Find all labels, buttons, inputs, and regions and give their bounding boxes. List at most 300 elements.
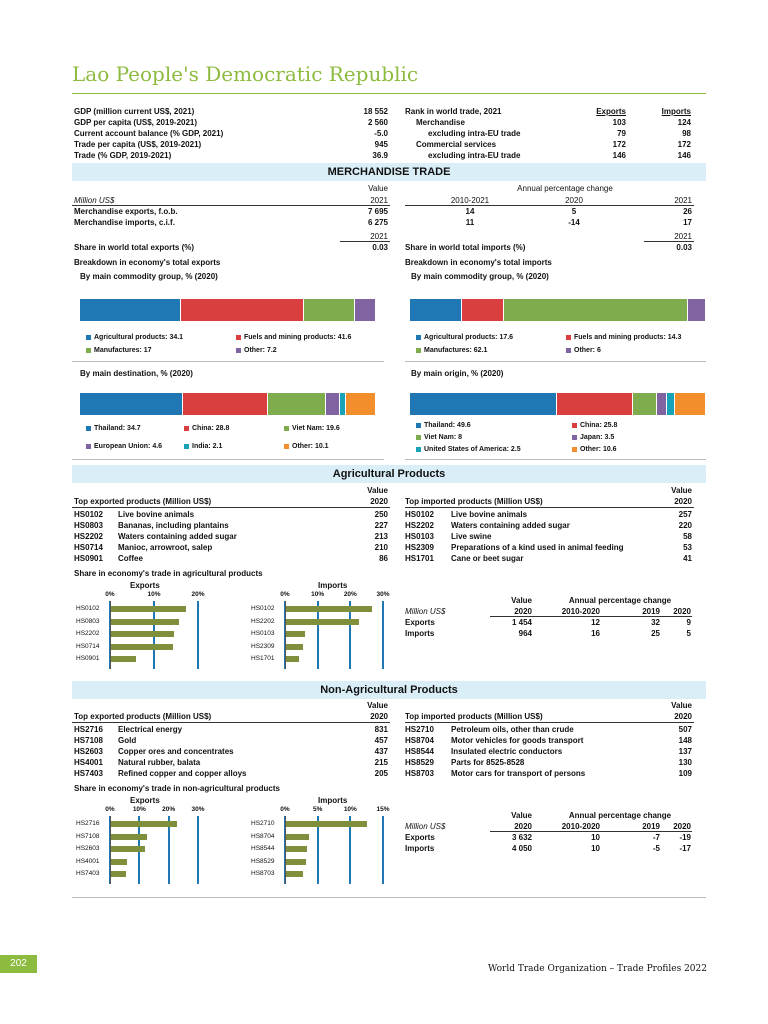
product-name: Motor vehicles for goods transport: [451, 736, 584, 745]
product-code: HS0102: [405, 510, 434, 519]
legend-label: Other: 10.6: [580, 446, 617, 453]
legend-label: Thailand: 49.6: [424, 422, 471, 429]
stacked-bar-imp-commodity: [410, 299, 706, 321]
stacked-segment-agricultural-products: [410, 299, 462, 321]
legend-label: China: 25.8: [580, 422, 618, 429]
axis-tick-label: 10%: [343, 806, 357, 813]
axis-tick-label: 10%: [311, 591, 325, 598]
bar-imp-hs2202: [285, 619, 359, 625]
product-value: 109: [678, 769, 692, 778]
stacked-bar-exp-commodity: [80, 299, 376, 321]
stacked-segment-viet-nam: [633, 393, 657, 415]
product-name: Preparations of a kind used in animal feeding: [451, 543, 624, 552]
merch-y2021a: 2021: [370, 196, 388, 205]
bar-imp-hs8529: [285, 859, 306, 865]
value-label: Value: [367, 701, 388, 710]
category-label: HS0714: [76, 642, 100, 650]
axis-tick-label: 0%: [280, 591, 290, 598]
by-commodity-imp: By main commodity group, % (2020): [411, 272, 549, 281]
product-value: 210: [374, 543, 388, 552]
product-value: 831: [374, 725, 388, 734]
indicator-label: GDP per capita (US$, 2019-2021): [74, 118, 198, 127]
year-label: 2020: [370, 497, 388, 506]
rank-imp: 172: [677, 140, 691, 149]
product-code: HS2716: [74, 725, 103, 734]
product-value: 457: [374, 736, 388, 745]
stacked-segment-other: [355, 299, 376, 321]
rank-imp: 146: [677, 151, 691, 160]
legend-swatch: [184, 426, 189, 431]
bar-exp-hs2716: [110, 821, 177, 827]
nonagri-band: Non-Agricultural Products: [72, 681, 706, 699]
share-exp-label: Share in world total exports (%): [74, 243, 195, 252]
product-code: HS8544: [405, 747, 434, 756]
product-value: 227: [374, 521, 388, 530]
legend-swatch: [416, 435, 421, 440]
bar-exp-hs2603: [110, 846, 145, 852]
tbl-value: Value: [511, 811, 532, 820]
indicator-label: GDP (million current US$, 2021): [74, 107, 195, 116]
legend-item: [284, 442, 329, 451]
axis-line: [110, 601, 111, 669]
merch-row-label: Merchandise exports, f.o.b.: [74, 207, 178, 216]
product-name: Manioc, arrowroot, salep: [118, 543, 213, 552]
product-value: 213: [374, 532, 388, 541]
by-commodity-exp: By main commodity group, % (2020): [80, 272, 218, 281]
stacked-bar-exp-destination: [80, 393, 376, 415]
value-label: Value: [367, 486, 388, 495]
tbl-row-label: Exports: [405, 833, 435, 842]
legend-label: Other: 10.1: [292, 443, 329, 450]
tbl-cell: 964: [518, 629, 532, 638]
category-label: HS8703: [251, 870, 275, 877]
legend-swatch: [86, 426, 91, 431]
legend-swatch: [566, 348, 571, 353]
legend-label: Japan: 3.5: [580, 434, 615, 441]
tbl-apc: Annual percentage change: [568, 596, 672, 605]
category-label: HS2309: [251, 642, 275, 650]
share-year-imp: 2021: [674, 232, 692, 241]
legend-item: [572, 445, 617, 454]
breakdown-exp: Breakdown in economy's total exports: [74, 258, 221, 267]
product-name: Parts for 8525-8528: [451, 758, 525, 767]
tbl-row-label: Imports: [405, 629, 435, 638]
product-code: HS8704: [405, 736, 434, 745]
indicator-value: 2 560: [367, 118, 388, 127]
product-name: Waters containing added sugar: [118, 532, 237, 541]
product-name: Coffee: [118, 554, 143, 563]
bar-exp-hs4001: [110, 859, 127, 865]
rank-row-label: excluding intra-EU trade: [428, 151, 521, 160]
tbl-cell: 12: [591, 618, 600, 627]
rank-header: Rank in world trade, 2021: [405, 107, 502, 116]
tbl-cell: 25: [651, 629, 660, 638]
tbl-cell: 9: [686, 618, 691, 627]
axis-tick-label: 0%: [280, 806, 290, 813]
indicator-label: Trade (% GDP, 2019-2021): [74, 151, 172, 160]
merch-value-label: Value: [368, 184, 388, 193]
rank-exp: 172: [612, 140, 626, 149]
legend-swatch: [572, 447, 577, 452]
legend-item: [566, 346, 601, 355]
tbl-cell: 5: [686, 629, 691, 638]
legend-label: Other: 7.2: [244, 347, 277, 354]
legend-swatch: [184, 444, 189, 449]
product-code: HS1701: [405, 554, 434, 563]
legend-item: [86, 333, 183, 342]
rank-imports-label: Imports: [661, 107, 691, 116]
gridline: [197, 601, 199, 669]
legend-item: [416, 333, 513, 342]
gridline: [382, 601, 384, 669]
bar-imp-hs8544: [285, 846, 307, 852]
by-destination: By main destination, % (2020): [80, 369, 193, 378]
top-exp-label: Top exported products (Million US$): [74, 497, 212, 506]
product-value: 257: [678, 510, 692, 519]
product-value: 220: [678, 521, 692, 530]
product-value: 58: [683, 532, 692, 541]
share-label: Share in economy's trade in non-agricultural products: [74, 784, 280, 793]
breakdown-imp: Breakdown in economy's total imports: [405, 258, 552, 267]
tbl-cell: -19: [679, 833, 691, 842]
product-code: HS2202: [74, 532, 103, 541]
bar-imp-hs0103: [285, 631, 305, 637]
page-title: Lao People's Democratic Republic: [72, 62, 419, 86]
merch-row-c: 17: [683, 218, 692, 227]
legend-item: [236, 333, 351, 342]
category-label: HS7108: [76, 832, 100, 840]
legend-swatch: [284, 444, 289, 449]
tbl-head: 2020: [514, 822, 532, 831]
share-year-exp: 2021: [370, 232, 388, 241]
product-code: HS7403: [74, 769, 103, 778]
axis-line: [285, 816, 286, 884]
share-label: Share in economy's trade in agricultural products: [74, 569, 263, 578]
rank-row-label: Merchandise: [416, 118, 465, 127]
legend-item: [572, 421, 617, 430]
axis-line: [285, 601, 286, 669]
stacked-segment-european-union: [326, 393, 340, 415]
merch-row-value: 7 695: [367, 207, 388, 216]
product-name: Electrical energy: [118, 725, 183, 734]
tbl-unit: Million US$: [405, 822, 446, 831]
stacked-segment-fuels-and-mining-products: [462, 299, 504, 321]
legend-swatch: [416, 348, 421, 353]
legend-label: Viet Nam: 8: [424, 434, 462, 441]
legend-label: India: 2.1: [192, 443, 223, 450]
stacked-segment-japan: [657, 393, 667, 415]
tbl-cell: 4 050: [511, 844, 532, 853]
tbl-unit: Million US$: [405, 607, 446, 616]
product-value: 507: [678, 725, 692, 734]
product-value: 437: [374, 747, 388, 756]
product-code: HS0901: [74, 554, 103, 563]
bar-exp-hs0102: [110, 606, 186, 612]
legend-swatch: [86, 444, 91, 449]
top-imp-label: Top imported products (Million US$): [405, 712, 543, 721]
category-label: HS2716: [76, 820, 100, 827]
merch-row-a: 14: [465, 207, 475, 216]
stacked-segment-manufactures: [504, 299, 688, 321]
bar-imp-hs1701: [285, 656, 299, 662]
page-number: 202: [10, 958, 27, 969]
bar-exp-hs7108: [110, 834, 147, 840]
year-label: 2020: [674, 712, 692, 721]
product-value: 205: [374, 769, 388, 778]
product-code: HS0714: [74, 543, 103, 552]
legend-item: [86, 442, 162, 451]
chart-title-imports: Imports: [318, 581, 348, 590]
indicator-value: -5.0: [374, 129, 388, 138]
bar-exp-hs0803: [110, 619, 179, 625]
tbl-cell: 16: [591, 629, 600, 638]
stacked-segment-manufactures: [304, 299, 354, 321]
category-label: HS2202: [251, 617, 275, 625]
rank-row-label: Commercial services: [416, 140, 497, 149]
legend-item: [416, 445, 521, 454]
stacked-segment-thailand: [410, 393, 557, 415]
axis-tick-label: 0%: [105, 806, 115, 813]
tbl-cell: -7: [652, 833, 660, 842]
category-label: HS8529: [251, 857, 275, 865]
category-label: HS2202: [76, 630, 100, 637]
axis-tick-label: 5%: [312, 806, 323, 813]
product-name: Copper ores and concentrates: [118, 747, 234, 756]
top-imp-label: Top imported products (Million US$): [405, 497, 543, 506]
legend-item: [566, 333, 681, 342]
stacked-segment-other: [346, 393, 376, 415]
stacked-segment-viet-nam: [268, 393, 326, 415]
rank-exp: 79: [617, 129, 626, 138]
merch-row-b: -14: [568, 218, 580, 227]
tbl-head: 2020: [514, 607, 532, 616]
product-value: 86: [379, 554, 388, 563]
top-exp-label: Top exported products (Million US$): [74, 712, 212, 721]
product-value: 250: [374, 510, 388, 519]
rank-imp: 124: [677, 118, 691, 127]
product-code: HS2202: [405, 521, 434, 530]
category-label: HS2603: [76, 845, 100, 852]
legend-label: Manufactures: 62.1: [424, 347, 488, 354]
legend-swatch: [236, 335, 241, 340]
stacked-segment-united-states-of-america: [667, 393, 674, 415]
legend-swatch: [236, 348, 241, 353]
legend-swatch: [572, 435, 577, 440]
indicator-value: 18 552: [363, 107, 388, 116]
product-code: HS0102: [74, 510, 103, 519]
legend-item: [86, 424, 141, 433]
stacked-segment-agricultural-products: [80, 299, 181, 321]
legend-label: Other: 6: [574, 347, 601, 354]
legend-item: [416, 433, 462, 442]
legend-label: China: 28.8: [192, 425, 230, 432]
bar-exp-hs7403: [110, 871, 126, 877]
category-label: HS7403: [76, 870, 100, 877]
product-code: HS2309: [405, 543, 434, 552]
year-label: 2020: [370, 712, 388, 721]
axis-tick-label: 10%: [132, 806, 146, 813]
product-name: Petroleum oils, other than crude: [451, 725, 574, 734]
tbl-cell: 10: [591, 833, 600, 842]
legend-item: [572, 433, 614, 442]
legend-label: European Union: 4.6: [94, 443, 163, 450]
gridline: [382, 816, 384, 884]
merchandise-band: MERCHANDISE TRADE: [72, 163, 706, 181]
merch-y2010: 2010-2021: [450, 196, 490, 205]
rank-row-label: excluding intra-EU trade: [428, 129, 521, 138]
bar-imp-hs8703: [285, 871, 303, 877]
legend-swatch: [416, 447, 421, 452]
legend-item: [416, 346, 487, 355]
merch-unit: Million US$: [74, 196, 115, 205]
axis-tick-label: 20%: [162, 806, 176, 813]
product-name: Live bovine animals: [118, 510, 195, 519]
legend-item: [184, 442, 222, 451]
axis-tick-label: 0%: [105, 591, 115, 598]
category-label: HS0102: [76, 605, 100, 612]
legend-label: Fuels and mining products: 14.3: [574, 334, 682, 341]
category-label: HS4001: [76, 857, 100, 865]
chart-title-imports: Imports: [318, 796, 348, 805]
legend-label: Agricultural products: 34.1: [94, 334, 184, 341]
year-label: 2020: [674, 497, 692, 506]
tbl-cell: 10: [591, 844, 600, 853]
merch-y2021b: 2021: [674, 196, 692, 205]
value-label: Value: [671, 701, 692, 710]
share-imp-value: 0.03: [676, 243, 692, 252]
chart-title-exports: Exports: [130, 796, 160, 805]
legend-item: [416, 421, 471, 430]
legend-item: [86, 346, 152, 355]
legend-label: Fuels and mining products: 41.6: [244, 334, 352, 341]
product-code: HS0103: [405, 532, 434, 541]
stacked-segment-other: [675, 393, 706, 415]
product-name: Natural rubber, balata: [118, 758, 201, 767]
legend-label: Thailand: 34.7: [94, 425, 141, 432]
merch-apc-label: Annual percentage change: [517, 184, 613, 193]
merch-row-c: 26: [683, 207, 692, 216]
product-value: 130: [678, 758, 692, 767]
category-label: HS8544: [251, 845, 275, 852]
product-code: HS8529: [405, 758, 434, 767]
bar-exp-hs0714: [110, 644, 173, 650]
product-name: Waters containing added sugar: [451, 521, 570, 530]
tbl-head: 2019: [642, 822, 660, 831]
footer-text: World Trade Organization – Trade Profiles 2022: [488, 964, 707, 974]
stacked-segment-china: [557, 393, 633, 415]
category-label: HS0102: [251, 605, 275, 612]
tbl-head: 2020: [673, 822, 691, 831]
bar-imp-hs2710: [285, 821, 367, 827]
product-value: 41: [683, 554, 692, 563]
stacked-segment-china: [183, 393, 268, 415]
legend-swatch: [416, 335, 421, 340]
legend-label: Manufactures: 17: [94, 347, 152, 354]
indicator-value: 945: [374, 140, 388, 149]
rank-exp: 146: [612, 151, 626, 160]
tbl-head: 2019: [642, 607, 660, 616]
stacked-segment-other: [688, 299, 706, 321]
product-name: Refined copper and copper alloys: [118, 769, 247, 778]
tbl-value: Value: [511, 596, 532, 605]
tbl-row-label: Imports: [405, 844, 435, 853]
legend-swatch: [572, 423, 577, 428]
product-name: Live bovine animals: [451, 510, 528, 519]
category-label: HS8704: [251, 832, 275, 840]
product-name: Motor cars for transport of persons: [451, 769, 586, 778]
merch-row-label: Merchandise imports, c.i.f.: [74, 218, 175, 227]
tbl-row-label: Exports: [405, 618, 435, 627]
axis-tick-label: 15%: [376, 806, 390, 813]
gridline: [197, 816, 199, 884]
product-code: HS4001: [74, 758, 103, 767]
rank-exports-label: Exports: [596, 107, 626, 116]
share-imp-label: Share in world total imports (%): [405, 243, 526, 252]
legend-swatch: [86, 348, 91, 353]
stacked-segment-thailand: [80, 393, 183, 415]
rank-imp: 98: [682, 129, 691, 138]
stacked-bar-imp-origin: [410, 393, 706, 415]
tbl-cell: 3 632: [511, 833, 532, 842]
merch-y2020: 2020: [565, 196, 583, 205]
stacked-segment-fuels-and-mining-products: [181, 299, 304, 321]
legend-swatch: [416, 423, 421, 428]
legend-item: [236, 346, 277, 355]
product-value: 53: [683, 543, 692, 552]
legend-swatch: [284, 426, 289, 431]
merch-row-value: 6 275: [367, 218, 388, 227]
category-label: HS0103: [251, 630, 275, 637]
bar-imp-hs2309: [285, 644, 303, 650]
legend-swatch: [86, 335, 91, 340]
category-label: HS0803: [76, 617, 100, 625]
tbl-cell: 32: [651, 618, 660, 627]
indicator-label: Trade per capita (US$, 2019-2021): [74, 140, 202, 149]
legend-label: Agricultural products: 17.6: [424, 334, 514, 341]
by-origin: By main origin, % (2020): [411, 369, 504, 378]
agri-band: Agricultural Products: [72, 465, 706, 483]
product-name: Live swine: [451, 532, 492, 541]
indicator-value: 36.9: [372, 151, 388, 160]
product-name: Bananas, including plantains: [118, 521, 229, 530]
chart-title-exports: Exports: [130, 581, 160, 590]
tbl-head: 2010-2020: [561, 607, 600, 616]
title-rule: [72, 93, 706, 94]
tbl-head: 2010-2020: [561, 822, 600, 831]
merch-row-a: 11: [465, 218, 475, 227]
product-value: 137: [678, 747, 692, 756]
category-label: HS1701: [251, 655, 275, 662]
product-value: 215: [374, 758, 388, 767]
share-exp-value: 0.03: [372, 243, 388, 252]
tbl-cell: -17: [679, 844, 691, 853]
value-label: Value: [671, 486, 692, 495]
axis-line: [110, 816, 111, 884]
category-label: HS2710: [251, 820, 275, 827]
tbl-cell: -5: [652, 844, 660, 853]
product-name: Cane or beet sugar: [451, 554, 524, 563]
legend-swatch: [566, 335, 571, 340]
legend-item: [184, 424, 229, 433]
tbl-head: 2020: [673, 607, 691, 616]
bar-imp-hs8704: [285, 834, 309, 840]
category-label: HS0901: [76, 655, 100, 662]
axis-tick-label: 10%: [147, 591, 161, 598]
product-code: HS8703: [405, 769, 434, 778]
axis-tick-label: 30%: [191, 806, 205, 813]
bar-exp-hs0901: [110, 656, 136, 662]
tbl-apc: Annual percentage change: [568, 811, 672, 820]
